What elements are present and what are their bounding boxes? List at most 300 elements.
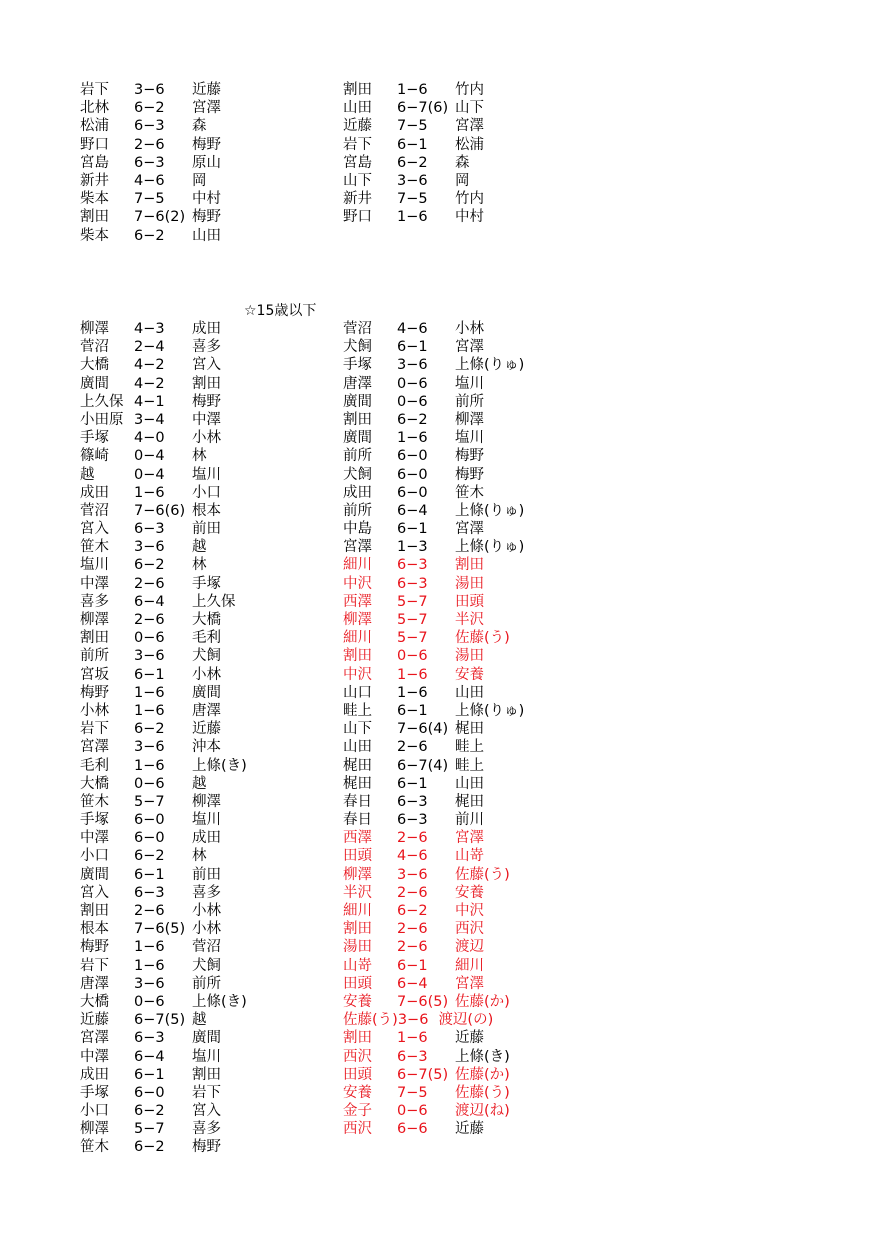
score: 6−1: [397, 339, 428, 356]
result-row: [343, 666, 524, 684]
player-1: 春日: [343, 812, 372, 829]
player-1: 廣間: [343, 430, 372, 447]
player-2: 塩川: [455, 375, 484, 392]
result-row: [343, 502, 524, 520]
player-1: 山下: [343, 172, 372, 189]
result-row: [80, 356, 247, 374]
player-1: 根本: [80, 921, 109, 938]
result-row: [343, 575, 524, 593]
score: 6−3: [134, 154, 165, 171]
player-1: 手塚: [343, 357, 372, 374]
score: 6−2: [134, 227, 165, 244]
score: 6−2: [397, 154, 428, 171]
score: 1−3: [397, 539, 428, 556]
result-row: [343, 1029, 524, 1047]
score: 2−6: [397, 939, 428, 956]
player-1: 笹木: [80, 539, 109, 556]
player-2: 喜多: [192, 884, 221, 901]
result-row: [343, 190, 484, 208]
player-2: 細川: [455, 957, 484, 974]
score: 6−3: [134, 884, 165, 901]
player-2: 大橋: [192, 612, 221, 628]
player-2: 湯田: [455, 648, 484, 665]
player-1: 割田: [343, 82, 372, 98]
score: 2−6: [134, 612, 165, 628]
result-row: [80, 575, 247, 593]
score: 4−2: [134, 375, 165, 392]
score: 5−7: [397, 612, 428, 628]
player-2: 上久保: [192, 593, 236, 610]
player-2: 梅野: [455, 466, 484, 483]
score: 6−1: [397, 957, 428, 974]
player-2: 宮澤: [192, 100, 221, 117]
score: 1−6: [397, 430, 428, 447]
result-row: [80, 99, 221, 117]
score: 0−4: [134, 448, 165, 465]
player-1: 上久保: [80, 393, 124, 410]
player-1: 柳澤: [343, 612, 372, 628]
score: 6−4: [397, 975, 428, 992]
result-row: [343, 154, 484, 172]
player-2: 宮入: [192, 1103, 221, 1120]
score: 6−1: [397, 521, 428, 538]
player-2: 上條(き): [455, 1048, 510, 1065]
player-1: 手塚: [80, 430, 109, 447]
score: 6−2: [134, 848, 165, 865]
result-row: [80, 320, 247, 338]
player-1: 柳澤: [80, 321, 109, 337]
result-row: [80, 884, 247, 902]
player-1: 中沢: [343, 666, 372, 683]
score: 3−6: [134, 539, 165, 556]
player-1: 細川: [343, 557, 372, 574]
result-row: [80, 611, 247, 629]
player-1: 中沢: [343, 575, 372, 592]
result-row: [80, 1011, 247, 1029]
score: 2−6: [134, 903, 165, 919]
player-1: 中島: [343, 521, 372, 538]
player-1: 岩下: [80, 82, 109, 98]
player-2: 前田: [192, 866, 221, 883]
result-row: [80, 920, 247, 938]
result-row: [343, 793, 524, 811]
player-1: 宮島: [80, 154, 109, 171]
player-1: 柳澤: [80, 1121, 109, 1138]
result-row: [80, 81, 221, 99]
result-row: [343, 81, 484, 99]
player-2: 小林: [192, 903, 221, 919]
result-row: [80, 411, 247, 429]
score: 6−3: [397, 557, 428, 574]
score: 1−6: [397, 666, 428, 683]
score: 7−6(5): [134, 921, 186, 938]
score: 0−6: [134, 993, 165, 1010]
score: 6−7(4): [397, 757, 449, 774]
score: 0−6: [397, 375, 428, 392]
score: 4−6: [397, 321, 428, 337]
result-row: [343, 629, 524, 647]
player-2: 半沢: [455, 612, 484, 628]
result-row: [343, 320, 524, 338]
player-2: 梶田: [455, 721, 484, 738]
score: 6−6: [397, 1121, 428, 1138]
score: 3−6: [134, 82, 165, 98]
player-2: 越: [192, 1012, 207, 1029]
result-row: [343, 702, 524, 720]
score: 4−3: [134, 321, 165, 337]
player-1: 山嵜: [343, 957, 372, 974]
player-2: 松浦: [455, 136, 484, 153]
result-row: [343, 1102, 524, 1120]
player-1: 野口: [80, 136, 109, 153]
player-2: 中村: [192, 191, 221, 208]
result-row: [343, 356, 524, 374]
player-2: 沖本: [192, 739, 221, 756]
score: 1−6: [134, 684, 165, 701]
player-1: 廣間: [80, 866, 109, 883]
score: 6−1: [134, 866, 165, 883]
player-2: 上條(き): [192, 993, 247, 1010]
result-row: [80, 1138, 247, 1156]
result-row: [343, 172, 484, 190]
player-1: 金子: [343, 1103, 372, 1120]
score: 7−6(4): [397, 721, 449, 738]
player-2: 塩川: [192, 812, 221, 829]
player-1: 細川: [343, 630, 372, 647]
player-1: 手塚: [80, 1084, 109, 1101]
player-1: 宮坂: [80, 666, 109, 683]
player-2: 塩川: [192, 1048, 221, 1065]
result-row: [80, 647, 247, 665]
player-2: 梶田: [455, 793, 484, 810]
score: 0−6: [134, 775, 165, 792]
result-row: [80, 520, 247, 538]
score: 4−6: [134, 172, 165, 189]
section-title: ☆15歳以下: [244, 303, 317, 319]
result-row: [80, 1102, 247, 1120]
score: 1−6: [397, 209, 428, 226]
result-row: [80, 993, 247, 1011]
player-1: 近藤: [80, 1012, 109, 1029]
player-2: 柳澤: [455, 411, 484, 428]
player-2: 柳澤: [192, 793, 221, 810]
player-2: 森: [455, 154, 470, 171]
result-row: [80, 190, 221, 208]
player-1: 中澤: [80, 1048, 109, 1065]
score: 4−6: [397, 848, 428, 865]
score: 5−7: [397, 630, 428, 647]
player-1: 小林: [80, 702, 109, 719]
score: 5−7: [134, 793, 165, 810]
player-1: 岩下: [80, 721, 109, 738]
player-2: 渡辺: [455, 939, 484, 956]
player-2: 中澤: [192, 411, 221, 428]
result-row: [343, 993, 524, 1011]
player-1: 篠崎: [80, 448, 109, 465]
result-row: [80, 811, 247, 829]
score: 1−6: [397, 1030, 428, 1047]
player-1: 笹木: [80, 793, 109, 810]
player-1: 大橋: [80, 357, 109, 374]
player-2: 上條(りゅ): [455, 539, 525, 556]
result-row: [80, 702, 247, 720]
player-2: 湯田: [455, 575, 484, 592]
player-2: 竹内: [455, 82, 484, 98]
result-row: [343, 1011, 524, 1029]
score: 1−6: [134, 484, 165, 501]
player-2: 越: [192, 775, 207, 792]
under15-right-results: [343, 320, 524, 1138]
result-row: [80, 136, 221, 154]
player-1: 塩川: [80, 557, 109, 574]
player-2: 佐藤(か): [455, 993, 510, 1010]
player-1: 割田: [343, 411, 372, 428]
player-1: 廣間: [343, 393, 372, 410]
player-2: 上條(りゅ): [455, 502, 525, 519]
player-2: 林: [192, 557, 207, 574]
player-2: 原山: [192, 154, 221, 171]
player-1: 田頭: [343, 848, 372, 865]
score: 6−3: [134, 118, 165, 135]
player-2: 小林: [192, 430, 221, 447]
score: 7−5: [397, 191, 428, 208]
player-2: 割田: [455, 557, 484, 574]
player-2: 森: [192, 118, 207, 135]
player-2: 近藤: [455, 1121, 484, 1138]
player-2: 岡: [192, 172, 207, 189]
player-2: 梅野: [192, 209, 221, 226]
result-row: [80, 227, 221, 245]
score: 6−3: [397, 575, 428, 592]
score: 6−2: [397, 903, 428, 919]
player-1: 喜多: [80, 593, 109, 610]
result-row: [80, 938, 247, 956]
player-1: 新井: [343, 191, 372, 208]
player-1: 割田: [343, 1030, 372, 1047]
result-row: [343, 975, 524, 993]
score: 6−0: [397, 466, 428, 483]
player-1: 細川: [343, 903, 372, 919]
player-1: 割田: [80, 209, 109, 226]
player-1: 宮入: [80, 884, 109, 901]
player-2: 中村: [455, 209, 484, 226]
player-1: 田頭: [343, 1066, 372, 1083]
player-1: 大橋: [80, 775, 109, 792]
score: 6−2: [134, 100, 165, 117]
score: 4−0: [134, 430, 165, 447]
player-2: 犬飼: [192, 648, 221, 665]
player-2: 林: [192, 848, 207, 865]
result-row: [343, 884, 524, 902]
player-1: 宮澤: [80, 1030, 109, 1047]
player-1: 宮入: [80, 521, 109, 538]
player-2: 梅野: [455, 448, 484, 465]
player-2: 佐藤(う): [455, 1084, 510, 1101]
player-1: 西沢: [343, 1048, 372, 1065]
score: 1−6: [134, 757, 165, 774]
player-2: 小口: [192, 484, 221, 501]
player-1: 北林: [80, 100, 109, 117]
score: 2−6: [397, 739, 428, 756]
player-1: 山田: [343, 100, 372, 117]
player-1: 小田原: [80, 411, 124, 428]
score: 7−6(2): [134, 209, 186, 226]
result-row: [80, 775, 247, 793]
player-2: 梅野: [192, 1139, 221, 1156]
player-1: 山下: [343, 721, 372, 738]
result-row: [80, 793, 247, 811]
player-1: 割田: [80, 903, 109, 919]
score: 3−6: [397, 1012, 429, 1029]
player-1: 岩下: [80, 957, 109, 974]
score: 6−1: [134, 666, 165, 683]
player-1: 前所: [343, 502, 372, 519]
score: 6−4: [397, 502, 428, 519]
score: 6−7(5): [397, 1066, 449, 1083]
score: 6−7(5): [134, 1012, 186, 1029]
score: 6−1: [134, 1066, 165, 1083]
player-2: 上條(りゅ): [455, 702, 525, 719]
player-1: 安養: [343, 1084, 372, 1101]
score: 2−6: [134, 575, 165, 592]
result-row: [343, 556, 524, 574]
player-1: 毛利: [80, 757, 109, 774]
result-row: [80, 466, 247, 484]
result-row: [80, 154, 221, 172]
result-row: [80, 117, 221, 135]
player-1: 割田: [343, 921, 372, 938]
score: 6−2: [134, 721, 165, 738]
player-1: 西澤: [343, 593, 372, 610]
result-row: [343, 338, 524, 356]
result-row: [343, 738, 524, 756]
player-1: 廣間: [80, 375, 109, 392]
player-2: 安養: [455, 666, 484, 683]
result-row: [343, 99, 484, 117]
result-row: [80, 593, 247, 611]
player-2: 小林: [455, 321, 484, 337]
result-row: [343, 208, 484, 226]
player-2: 山田: [455, 775, 484, 792]
player-2: 毛利: [192, 630, 221, 647]
player-1: 梅野: [80, 684, 109, 701]
player-1: 唐澤: [80, 975, 109, 992]
result-row: [80, 556, 247, 574]
player-1: 畦上: [343, 702, 372, 719]
player-1: 柳澤: [343, 866, 372, 883]
result-row: [343, 920, 524, 938]
player-1: 春日: [343, 793, 372, 810]
score: 3−6: [134, 739, 165, 756]
player-2: 宮澤: [455, 118, 484, 135]
player-1: 半沢: [343, 884, 372, 901]
player-1: 近藤: [343, 118, 372, 135]
player-2: 山下: [455, 100, 484, 117]
score: 6−0: [134, 830, 165, 847]
player-1: 柳澤: [80, 612, 109, 628]
score: 1−6: [397, 82, 428, 98]
player-2: 宮澤: [455, 339, 484, 356]
score: 6−4: [134, 1048, 165, 1065]
player-2: 小林: [192, 921, 221, 938]
player-1: 岩下: [343, 136, 372, 153]
score: 7−6(5): [397, 993, 449, 1010]
score: 6−1: [397, 136, 428, 153]
player-1: 割田: [80, 630, 109, 647]
player-2: 田頭: [455, 593, 484, 610]
player-1: 田頭: [343, 975, 372, 992]
result-row: [343, 1066, 524, 1084]
player-1: 小口: [80, 1103, 109, 1120]
player-2: 犬飼: [192, 957, 221, 974]
player-1: 菅沼: [80, 502, 109, 519]
score: 5−7: [397, 593, 428, 610]
result-row: [80, 902, 247, 920]
player-2: 林: [192, 448, 207, 465]
player-2: 佐藤(か): [455, 1066, 510, 1083]
player-1: 中澤: [80, 575, 109, 592]
player-2: 宮澤: [455, 830, 484, 847]
result-row: [343, 847, 524, 865]
player-2: 岡: [455, 172, 470, 189]
result-row: [343, 117, 484, 135]
player-2: 西沢: [455, 921, 484, 938]
result-row: [343, 1048, 524, 1066]
result-row: [343, 720, 524, 738]
result-row: [80, 629, 247, 647]
player-1: 前所: [80, 648, 109, 665]
player-1: 唐澤: [343, 375, 372, 392]
player-2: 廣間: [192, 684, 221, 701]
result-row: [343, 375, 524, 393]
player-1: 山口: [343, 684, 372, 701]
result-row: [80, 502, 247, 520]
score: 6−2: [134, 557, 165, 574]
score: 3−6: [134, 975, 165, 992]
player-1: 松浦: [80, 118, 109, 135]
player-2: 岩下: [192, 1084, 221, 1101]
result-row: [80, 447, 247, 465]
score: 7−5: [134, 191, 165, 208]
player-1: 西沢: [343, 1121, 372, 1138]
player-2: 梅野: [192, 136, 221, 153]
player-1: 犬飼: [343, 339, 372, 356]
player-1: 成田: [343, 484, 372, 501]
player-2: 畦上: [455, 739, 484, 756]
score: 6−4: [134, 593, 165, 610]
result-row: [80, 847, 247, 865]
under15-left-results: [80, 320, 247, 1157]
result-row: [343, 484, 524, 502]
player-1: 成田: [80, 1066, 109, 1083]
score: 6−0: [397, 448, 428, 465]
score: 2−6: [397, 921, 428, 938]
score: 3−6: [134, 648, 165, 665]
score: 4−2: [134, 357, 165, 374]
score: 6−7(6): [397, 100, 449, 117]
score: 1−6: [134, 957, 165, 974]
score: 6−0: [134, 1084, 165, 1101]
result-row: [80, 1029, 247, 1047]
result-row: [343, 136, 484, 154]
player-1: 野口: [343, 209, 372, 226]
player-1: 宮澤: [80, 739, 109, 756]
score: 3−4: [134, 411, 165, 428]
player-2: 越: [192, 539, 207, 556]
player-2: 割田: [192, 1066, 221, 1083]
player-2: 上條(き): [192, 757, 247, 774]
result-row: [343, 611, 524, 629]
